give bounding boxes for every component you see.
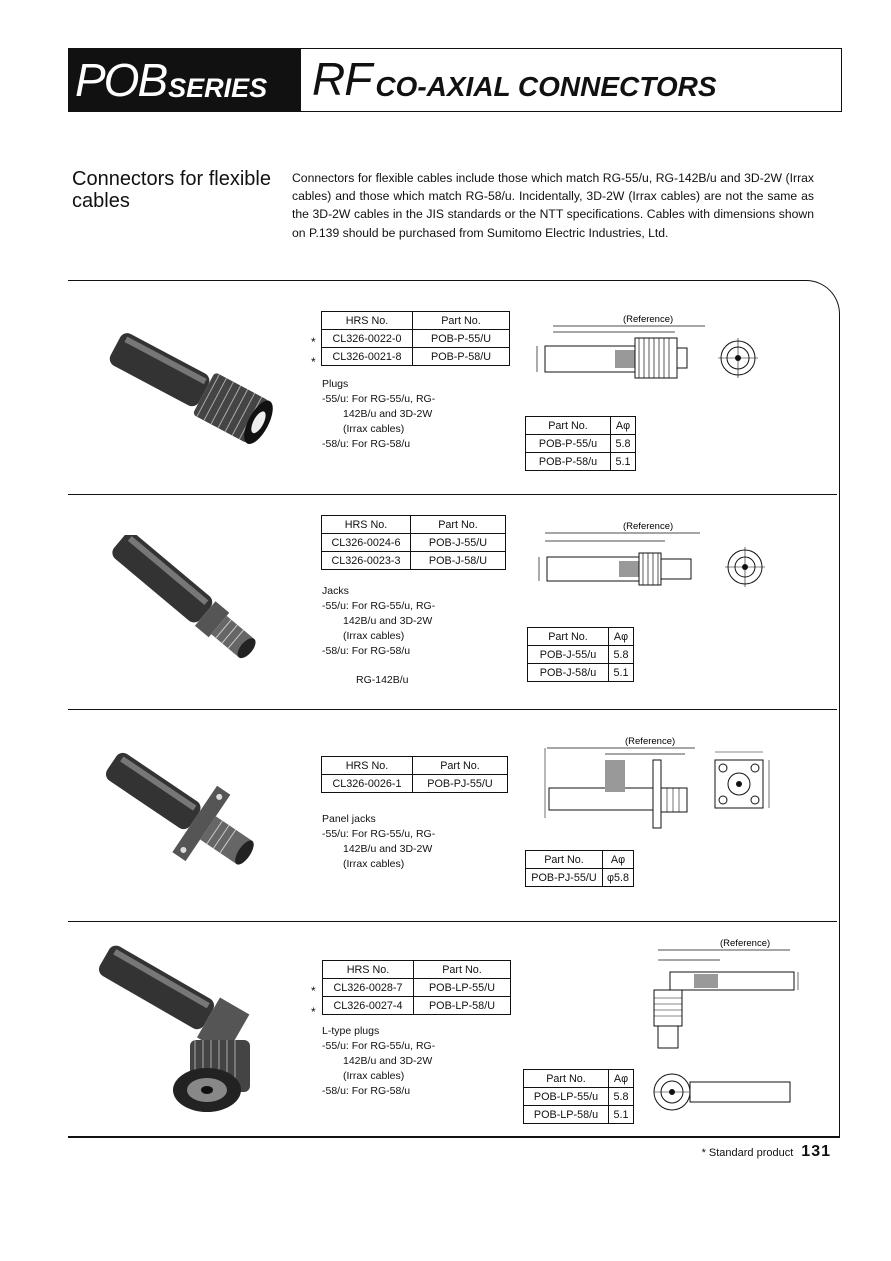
description-line: -58/u: For RG-58/u bbox=[322, 645, 411, 657]
series-title-block bbox=[69, 49, 301, 111]
jack-photo bbox=[95, 535, 285, 670]
part-number-table bbox=[322, 960, 511, 1015]
hrs-number: CL326-0027-4 bbox=[323, 997, 414, 1015]
reference-label: (Reference) bbox=[720, 938, 771, 949]
cable-note: RG-142B/u bbox=[356, 674, 409, 686]
part-number: POB-P-55/U bbox=[413, 330, 510, 348]
table-row bbox=[323, 979, 511, 997]
table-row bbox=[526, 435, 636, 453]
description-line: (Irrax cables) bbox=[343, 1070, 405, 1082]
product-description bbox=[322, 1024, 435, 1099]
title-prefix: RF bbox=[312, 53, 372, 105]
column-header: Part No. bbox=[528, 628, 609, 646]
table-row bbox=[322, 775, 508, 793]
part-number: POB-LP-58/u bbox=[524, 1106, 609, 1124]
description-line: 142B/u and 3D-2W bbox=[343, 1055, 433, 1067]
description-line: (Irrax cables) bbox=[343, 423, 405, 435]
column-header: Aφ bbox=[603, 851, 634, 869]
dimension-value: 5.8 bbox=[609, 646, 634, 664]
description-line: -55/u: For RG-55/u, RG- bbox=[322, 828, 436, 840]
standard-product-mark: * bbox=[311, 984, 316, 998]
hrs-number: CL326-0021-8 bbox=[322, 348, 413, 366]
dimension-value: 5.1 bbox=[609, 664, 634, 682]
plug-dimension-drawing bbox=[525, 310, 770, 385]
plug-photo bbox=[95, 320, 285, 455]
part-number: POB-J-58/U bbox=[411, 552, 506, 570]
column-header: HRS No. bbox=[322, 312, 413, 330]
column-header: Aφ bbox=[609, 628, 634, 646]
part-number: POB-P-55/u bbox=[526, 435, 611, 453]
dimension-table bbox=[525, 416, 636, 471]
table-row bbox=[322, 552, 506, 570]
dimension-table bbox=[523, 1069, 634, 1124]
column-header: HRS No. bbox=[322, 757, 413, 775]
description-line: 142B/u and 3D-2W bbox=[343, 843, 433, 855]
column-header: Part No. bbox=[524, 1070, 609, 1088]
description-line: -55/u: For RG-55/u, RG- bbox=[322, 600, 436, 612]
table-row bbox=[524, 1106, 634, 1124]
part-number: POB-P-58/U bbox=[413, 348, 510, 366]
table-row bbox=[526, 869, 634, 887]
part-number: POB-PJ-55/U bbox=[526, 869, 603, 887]
product-type-label: L-type plugs bbox=[322, 1025, 380, 1037]
section-divider bbox=[68, 921, 837, 922]
part-number: POB-LP-55/u bbox=[524, 1088, 609, 1106]
l-type-plug-photo bbox=[95, 940, 285, 1125]
dimension-value: 5.8 bbox=[609, 1088, 634, 1106]
description-line: 142B/u and 3D-2W bbox=[343, 408, 433, 420]
table-row bbox=[322, 534, 506, 552]
column-header: Aφ bbox=[609, 1070, 634, 1088]
product-description bbox=[322, 584, 435, 659]
section-divider bbox=[68, 494, 837, 495]
hrs-number: CL326-0026-1 bbox=[322, 775, 413, 793]
dimension-table bbox=[525, 850, 634, 887]
part-number: POB-J-55/u bbox=[528, 646, 609, 664]
description-line: -58/u: For RG-58/u bbox=[322, 438, 411, 450]
table-row bbox=[323, 997, 511, 1015]
series-name: POB bbox=[75, 54, 167, 106]
description-line: -58/u: For RG-58/u bbox=[322, 1085, 411, 1097]
hrs-number: CL326-0022-0 bbox=[322, 330, 413, 348]
dimension-value: φ5.8 bbox=[603, 869, 634, 887]
panel-jack-photo bbox=[95, 742, 285, 892]
column-header: Part No. bbox=[526, 851, 603, 869]
description-line: -55/u: For RG-55/u, RG- bbox=[322, 1040, 436, 1052]
table-row bbox=[528, 664, 634, 682]
product-type-label: Panel jacks bbox=[322, 813, 376, 825]
description-line: (Irrax cables) bbox=[343, 858, 405, 870]
reference-label: (Reference) bbox=[625, 736, 676, 747]
dimension-value: 5.1 bbox=[611, 453, 636, 471]
product-type-label: Jacks bbox=[322, 585, 349, 597]
standard-product-mark: * bbox=[311, 355, 316, 369]
description-line: -55/u: For RG-55/u, RG- bbox=[322, 393, 436, 405]
column-header: Part No. bbox=[526, 417, 611, 435]
table-row bbox=[526, 453, 636, 471]
hrs-number: CL326-0024-6 bbox=[322, 534, 411, 552]
reference-label: (Reference) bbox=[623, 314, 674, 325]
product-description bbox=[322, 377, 435, 452]
part-number: POB-P-58/u bbox=[526, 453, 611, 471]
hrs-number: CL326-0023-3 bbox=[322, 552, 411, 570]
table-row bbox=[322, 348, 510, 366]
part-number-table bbox=[321, 515, 506, 570]
intro-paragraph: Connectors for flexible cables include those which match RG-55/u, RG-142B/u and 3D-2W (Irrax cables) and those which match RG-58/u. Incidentally, 3D-2W (Irrax cables) are not the same as the 3D-2W cables in the JIS standards or the NTT specifications. Cables with dimensions shown on P.139 should be purchased from Sumitomo Electric Industries, Ltd. bbox=[292, 171, 814, 240]
column-header: Part No. bbox=[413, 757, 508, 775]
part-number-table bbox=[321, 311, 510, 366]
dimension-value: 5.8 bbox=[611, 435, 636, 453]
dimension-table bbox=[527, 627, 634, 682]
product-type-label: Plugs bbox=[322, 378, 349, 390]
series-label: SERIES bbox=[168, 73, 268, 103]
standard-product-footnote: * Standard product bbox=[701, 1147, 794, 1159]
column-header: Aφ bbox=[611, 417, 636, 435]
table-row bbox=[524, 1088, 634, 1106]
description-line: 142B/u and 3D-2W bbox=[343, 615, 433, 627]
part-number: POB-PJ-55/U bbox=[413, 775, 508, 793]
standard-product-mark: * bbox=[311, 335, 316, 349]
jack-dimension-drawing bbox=[525, 517, 775, 592]
page-number: 131 bbox=[801, 1143, 831, 1160]
panel-jack-dimension-drawing bbox=[525, 732, 805, 832]
column-header: Part No. bbox=[413, 312, 510, 330]
page-title bbox=[312, 49, 717, 111]
product-description bbox=[322, 812, 435, 872]
dimension-value: 5.1 bbox=[609, 1106, 634, 1124]
column-header: Part No. bbox=[411, 516, 506, 534]
part-number: POB-LP-58/U bbox=[414, 997, 511, 1015]
column-header: Part No. bbox=[414, 961, 511, 979]
table-row bbox=[322, 330, 510, 348]
description-line: (Irrax cables) bbox=[343, 630, 405, 642]
page-footer bbox=[702, 1143, 831, 1161]
column-header: HRS No. bbox=[323, 961, 414, 979]
part-number-table bbox=[321, 756, 508, 793]
standard-product-mark: * bbox=[311, 1005, 316, 1019]
part-number: POB-J-55/U bbox=[411, 534, 506, 552]
part-number: POB-J-58/u bbox=[528, 664, 609, 682]
column-header: HRS No. bbox=[322, 516, 411, 534]
hrs-number: CL326-0028-7 bbox=[323, 979, 414, 997]
l-type-plug-dimension-drawing bbox=[640, 934, 810, 1114]
part-number: POB-LP-55/U bbox=[414, 979, 511, 997]
table-row bbox=[528, 646, 634, 664]
section-heading: Connectors for flexible cables bbox=[72, 168, 271, 212]
title-text: CO-AXIAL CONNECTORS bbox=[375, 71, 717, 102]
section-divider bbox=[68, 709, 837, 710]
reference-label: (Reference) bbox=[623, 521, 674, 532]
